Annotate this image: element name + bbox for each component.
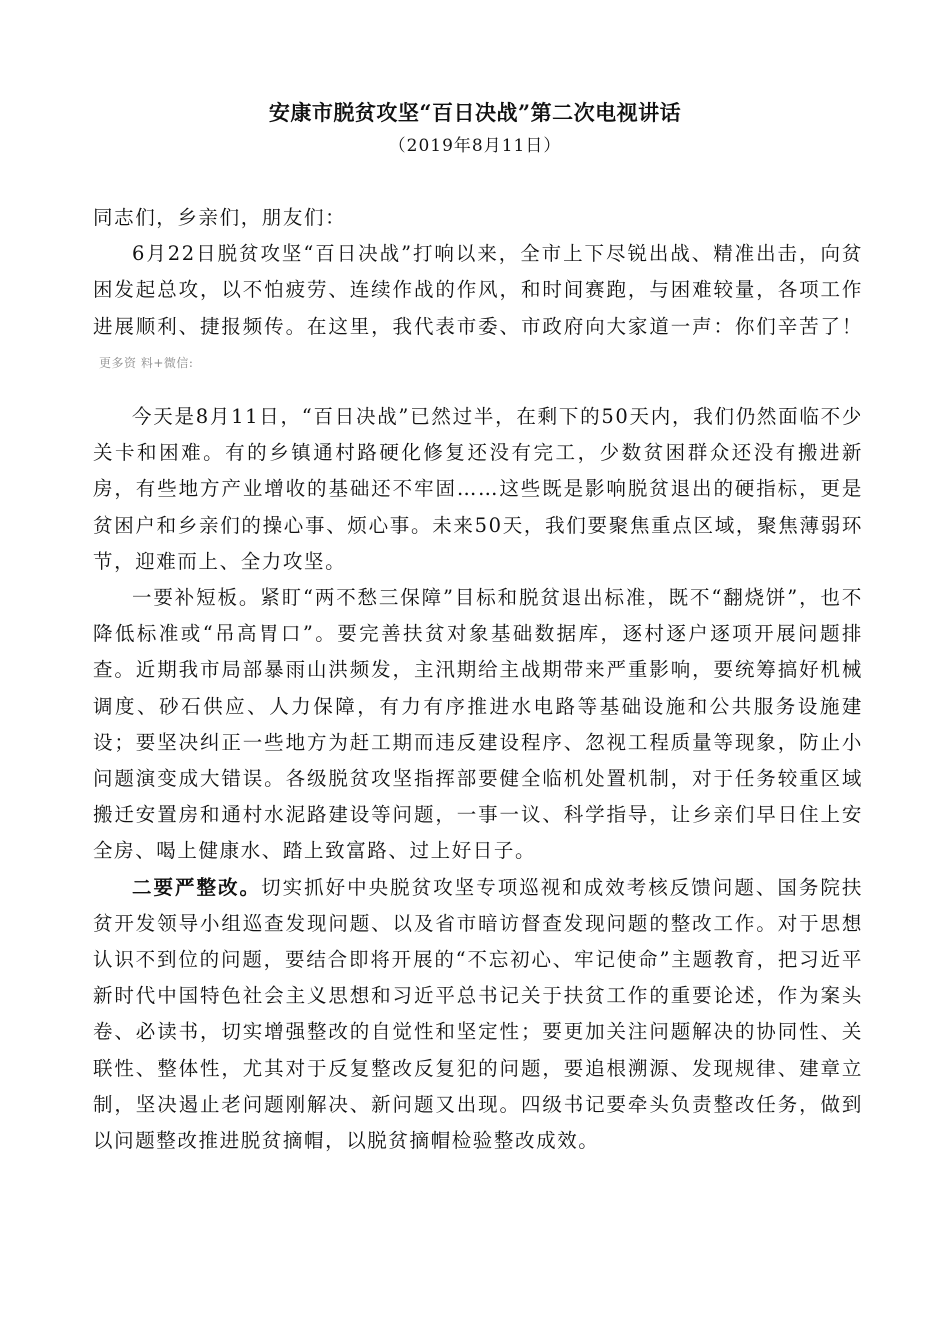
paragraph-spacer (93, 381, 863, 399)
paragraph-2: 今天是8月11日，“百日决战”已然过半，在剩下的50天内，我们仍然面临不少关卡和困难。有的乡镇通村路硬化修复还没有完工，少数贫困群众还没有搬进新房，有些地方产业增收的基础还不牢固……这些既是影响脱贫退出的硬指标，更是贫困户和乡亲们的操心事、烦心事。未来50天，我们要聚焦重点区域，聚焦薄弱环节，迎难而上、全力攻坚。 (93, 405, 863, 573)
paragraph-4-text: 切实抓好中央脱贫攻坚专项巡视和成效考核反馈问题、国务院扶贫开发领导小组巡查发现问题、以及省市暗访督查发现问题的整改工作。对于思想认识不到位的问题，要结合即将开展的“不忘初心、牢记使命”主题教育，把习近平新时代中国特色社会主义思想和习近平总书记关于扶贫工作的重要论述，作为案头卷、必读书，切实增强整改的自觉性和坚定性；要更加关注问题解决的协同性、关联性、整体性，尤其对于反复整改反复犯的问题，要追根溯源、发现规律、建章立制，坚决遏止老问题刚解决、新问题又出现。四级书记要牵头负责整改任务，做到以问题整改推进脱贫摘帽，以脱贫摘帽检验整改成效。 (93, 875, 863, 1153)
paragraph-1-text: 6月22日脱贫攻坚“百日决战”打响以来，全市上下尽锐出战、精准出击，向贫困发起总攻，以不怕疲劳、连续作战的作风，和时间赛跑，与困难较量，各项工作进展顺利、捷报频传。在这里，我代表市委、市政府向大家道一声：你们辛苦了！ (93, 242, 863, 338)
document-body (93, 200, 863, 1159)
paragraph-4-heading: 二要严整改。 (132, 875, 262, 899)
document-date: （2019年8月11日） (388, 136, 562, 156)
paragraph-4 (93, 870, 863, 1160)
document-title: 安康市脱贫攻坚“百日决战”第二次电视讲话 (268, 100, 682, 125)
watermark-text: 更多资 料+微信: (99, 355, 194, 370)
paragraph-1 (93, 236, 863, 381)
paragraph-3: 一要补短板。紧盯“两不愁三保障”目标和脱贫退出标准，既不“翻烧饼”，也不降低标准或“吊高胃口”。要完善扶贫对象基础数据库，逐村逐户逐项开展问题排查。近期我市局部暴雨山洪频发，主汛期给主战期带来严重影响，要统筹搞好机械调度、砂石供应、人力保障，有力有序推进水电路等基础设施和公共服务设施建设；要坚决纠正一些地方为赶工期而违反建设程序、忽视工程质量等现象，防止小问题演变成大错误。各级脱贫攻坚指挥部要健全临机处置机制，对于任务较重区域搬迁安置房和通村水泥路建设等问题，一事一议、科学指导，让乡亲们早日住上安全房、喝上健康水、踏上致富路、过上好日子。 (93, 586, 863, 863)
greeting: 同志们，乡亲们，朋友们： (93, 206, 347, 229)
